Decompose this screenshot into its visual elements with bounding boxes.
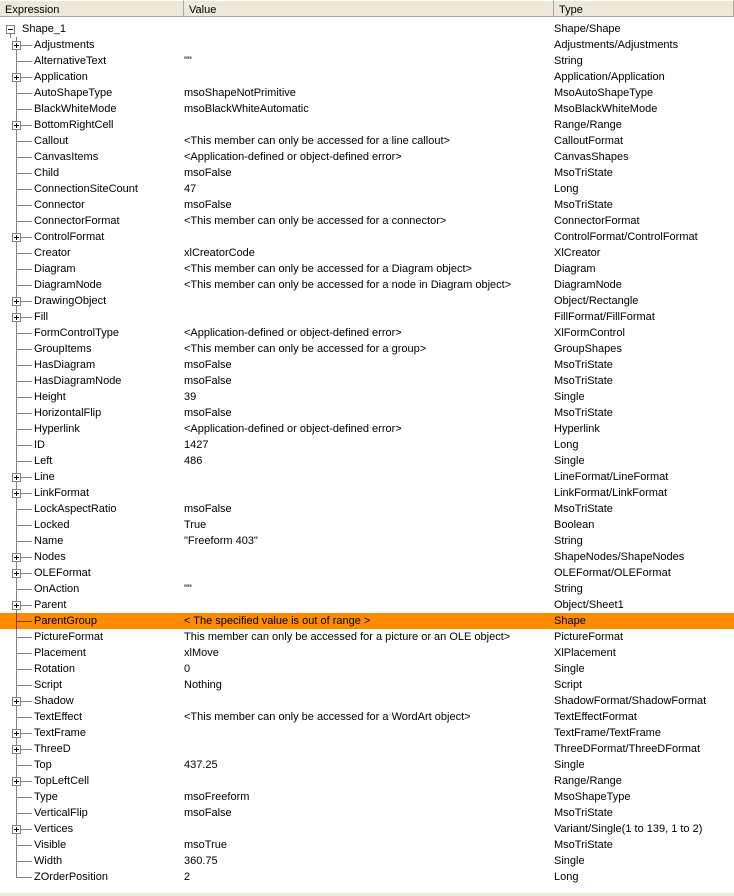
value-cell: <This member can only be accessed for a WordArt object> (184, 711, 471, 723)
expression-cell: TextEffect (34, 711, 83, 723)
value-cell (184, 229, 552, 245)
expression-cell: Locked (34, 519, 70, 531)
value-cell (184, 117, 552, 133)
expand-icon[interactable] (12, 489, 21, 498)
tree-line (16, 541, 32, 542)
value-cell (184, 549, 552, 565)
expression-cell: Creator (34, 247, 71, 259)
value-cell: msoFalse (184, 359, 232, 371)
table-row[interactable] (0, 37, 734, 53)
table-row[interactable] (0, 69, 734, 85)
value-cell: "Freeform 403" (184, 535, 258, 547)
table-row[interactable] (0, 293, 734, 309)
table-row[interactable] (0, 565, 734, 581)
value-cell: msoFalse (184, 167, 232, 179)
tree-line (16, 381, 32, 382)
value-cell: msoFalse (184, 503, 232, 515)
type-cell: FillFormat/FillFormat (554, 311, 655, 323)
expand-icon[interactable] (12, 745, 21, 754)
expression-cell: BottomRightCell (34, 119, 114, 131)
expression-cell: Adjustments (34, 39, 95, 51)
expression-cell: Visible (34, 839, 67, 851)
value-cell: <Application-defined or object-defined error> (184, 423, 402, 435)
expression-cell: ZOrderPosition (34, 871, 108, 883)
expand-icon[interactable] (12, 697, 21, 706)
expand-icon[interactable] (12, 569, 21, 578)
value-cell (184, 469, 552, 485)
table-row[interactable] (0, 597, 734, 613)
type-cell: ShadowFormat/ShadowFormat (554, 695, 707, 707)
type-cell: Long (554, 871, 579, 883)
expression-cell: Diagram (34, 263, 76, 275)
expression-cell: LinkFormat (34, 487, 90, 499)
type-cell: Hyperlink (554, 423, 600, 435)
value-cell (184, 37, 552, 53)
expression-cell: Script (34, 679, 63, 691)
tree-line (16, 365, 32, 366)
expression-cell: ConnectionSiteCount (34, 183, 138, 195)
expand-icon[interactable] (12, 777, 21, 786)
table-row[interactable] (0, 85, 734, 101)
expression-cell: Type (34, 791, 58, 803)
expression-cell: TopLeftCell (34, 775, 90, 787)
column-header (0, 0, 734, 17)
type-cell: MsoTriState (554, 807, 613, 819)
type-cell: Single (554, 759, 585, 771)
tree-line (16, 429, 32, 430)
expression-cell: Placement (34, 647, 86, 659)
tree-line (16, 397, 32, 398)
type-cell: DiagramNode (554, 279, 622, 291)
value-cell (184, 565, 552, 581)
table-row[interactable] (0, 773, 734, 789)
tree-line (16, 509, 32, 510)
expression-cell: LockAspectRatio (34, 503, 117, 515)
tree-line (16, 685, 32, 686)
expression-cell: HasDiagramNode (34, 375, 122, 387)
value-cell: msoShapeNotPrimitive (184, 87, 296, 99)
table-row[interactable] (0, 485, 734, 501)
expression-cell: OLEFormat (34, 567, 91, 579)
value-cell: 2 (184, 871, 191, 883)
table-row[interactable] (0, 261, 734, 277)
expression-cell: ID (34, 439, 45, 451)
value-cell (184, 741, 552, 757)
table-row[interactable] (0, 229, 734, 245)
table-row[interactable] (0, 213, 734, 229)
header-type[interactable]: Type (554, 0, 734, 17)
table-row[interactable] (0, 741, 734, 757)
table-row[interactable] (0, 549, 734, 565)
value-cell: < The specified value is out of range > (184, 615, 371, 627)
table-row[interactable] (0, 821, 734, 837)
expression-cell: Rotation (34, 663, 75, 675)
collapse-icon[interactable] (6, 25, 15, 34)
expand-icon[interactable] (12, 473, 21, 482)
type-cell: String (554, 55, 583, 67)
expression-cell: VerticalFlip (34, 807, 88, 819)
type-cell: Object/Rectangle (554, 295, 639, 307)
value-cell (184, 773, 552, 789)
value-cell (184, 725, 552, 741)
value-cell (184, 597, 552, 613)
type-cell: Object/Sheet1 (554, 599, 624, 611)
type-cell: Application/Application (554, 71, 665, 83)
type-cell: CanvasShapes (554, 151, 629, 163)
type-cell: Single (554, 663, 585, 675)
type-cell: MsoTriState (554, 167, 613, 179)
type-cell: MsoTriState (554, 839, 613, 851)
expression-cell: ControlFormat (34, 231, 105, 243)
expression-cell: BlackWhiteMode (34, 103, 117, 115)
expression-cell: HorizontalFlip (34, 407, 102, 419)
expression-cell: DrawingObject (34, 295, 107, 307)
tree-line (16, 669, 32, 670)
tree-line (16, 253, 32, 254)
tree-line (16, 845, 32, 846)
type-cell: MsoShapeType (554, 791, 631, 803)
tree-line (16, 637, 32, 638)
value-cell: msoFalse (184, 199, 232, 211)
tree-line (16, 173, 32, 174)
expression-cell: OnAction (34, 583, 80, 595)
type-cell: XlCreator (554, 247, 601, 259)
table-row[interactable] (0, 373, 734, 389)
header-expression[interactable]: Expression (0, 0, 184, 17)
type-cell: TextFrame/TextFrame (554, 727, 661, 739)
value-cell: msoFalse (184, 807, 232, 819)
type-cell: XlFormControl (554, 327, 625, 339)
type-cell: ThreeDFormat/ThreeDFormat (554, 743, 701, 755)
type-cell: ControlFormat/ControlFormat (554, 231, 698, 243)
table-row[interactable] (0, 197, 734, 213)
table-row[interactable] (0, 725, 734, 741)
table-row[interactable] (0, 309, 734, 325)
expression-cell: AutoShapeType (34, 87, 113, 99)
value-cell (184, 485, 552, 501)
expression-cell: FormControlType (34, 327, 119, 339)
table-row[interactable] (0, 517, 734, 533)
value-cell: 0 (184, 663, 191, 675)
type-cell: LinkFormat/LinkFormat (554, 487, 668, 499)
tree-line (16, 285, 32, 286)
type-cell: Single (554, 391, 585, 403)
type-cell: Range/Range (554, 775, 622, 787)
tree-line (16, 109, 32, 110)
table-row[interactable] (0, 341, 734, 357)
type-cell: Shape (554, 615, 586, 627)
table-row[interactable] (0, 533, 734, 549)
value-cell: 360.75 (184, 855, 218, 867)
table-row[interactable] (0, 405, 734, 421)
type-cell: Variant/Single(1 to 139, 1 to 2) (554, 823, 703, 835)
table-row[interactable] (0, 245, 734, 261)
root-expression: Shape_1 (22, 23, 67, 35)
value-cell: True (184, 519, 207, 531)
table-row[interactable] (0, 453, 734, 469)
value-cell: msoBlackWhiteAutomatic (184, 103, 309, 115)
table-row[interactable] (0, 469, 734, 485)
table-row[interactable] (0, 837, 734, 853)
expand-icon[interactable] (12, 313, 21, 322)
value-cell (184, 293, 552, 309)
expression-cell: CanvasItems (34, 151, 99, 163)
table-row[interactable] (0, 661, 734, 677)
type-cell: TextEffectFormat (554, 711, 637, 723)
value-cell: <This member can only be accessed for a connector> (184, 215, 447, 227)
tree-line (16, 189, 32, 190)
expression-cell: DiagramNode (34, 279, 102, 291)
table-row[interactable] (0, 709, 734, 725)
table-row[interactable] (0, 789, 734, 805)
tree-line (16, 765, 32, 766)
expression-cell: PictureFormat (34, 631, 104, 643)
table-row[interactable] (0, 805, 734, 821)
table-row[interactable] (0, 677, 734, 693)
expression-cell: Height (34, 391, 66, 403)
root-type: Shape/Shape (554, 23, 621, 35)
table-row[interactable] (0, 325, 734, 341)
tree-line (16, 813, 32, 814)
tree-line (16, 461, 32, 462)
tree-line (16, 445, 32, 446)
expand-icon[interactable] (12, 297, 21, 306)
value-cell: 47 (184, 183, 197, 195)
type-cell: XlPlacement (554, 647, 616, 659)
expand-icon[interactable] (12, 121, 21, 130)
tree-line (16, 221, 32, 222)
tree-line (16, 413, 32, 414)
tree-line (16, 525, 32, 526)
expression-cell: Vertices (34, 823, 74, 835)
expand-icon[interactable] (12, 729, 21, 738)
expand-icon[interactable] (12, 73, 21, 82)
expression-cell: Callout (34, 135, 69, 147)
value-cell: <This member can only be accessed for a line callout> (184, 135, 450, 147)
expression-cell: Application (34, 71, 88, 83)
tree-line (16, 797, 32, 798)
expression-cell: Left (34, 455, 53, 467)
table-row[interactable] (0, 149, 734, 165)
type-cell: MsoBlackWhiteMode (554, 103, 658, 115)
table-row[interactable] (0, 581, 734, 597)
tree-line (16, 269, 32, 270)
value-cell (184, 309, 552, 325)
type-cell: MsoTriState (554, 407, 613, 419)
expand-icon[interactable] (12, 41, 21, 50)
type-cell: PictureFormat (554, 631, 624, 643)
expression-cell: Name (34, 535, 64, 547)
table-row[interactable] (0, 869, 734, 885)
table-row[interactable] (0, 757, 734, 773)
table-row[interactable] (0, 117, 734, 133)
value-cell: "" (184, 55, 192, 67)
tree-line (16, 653, 32, 654)
type-cell: Long (554, 439, 579, 451)
tree-line (16, 349, 32, 350)
value-cell: xlMove (184, 647, 219, 659)
tree-line (16, 717, 32, 718)
type-cell: MsoTriState (554, 199, 613, 211)
type-cell: Boolean (554, 519, 595, 531)
value-cell: 39 (184, 391, 197, 403)
expand-icon[interactable] (12, 601, 21, 610)
value-cell: 437.25 (184, 759, 218, 771)
expression-cell: ConnectorFormat (34, 215, 120, 227)
type-cell: Single (554, 455, 585, 467)
type-cell: LineFormat/LineFormat (554, 471, 669, 483)
value-cell: 1427 (184, 439, 209, 451)
expression-cell: Parent (34, 599, 67, 611)
value-cell: This member can only be accessed for a picture or an OLE object> (184, 631, 511, 643)
value-cell: <This member can only be accessed for a node in Diagram object> (184, 279, 512, 291)
table-row[interactable] (0, 501, 734, 517)
expression-cell: TextFrame (34, 727, 86, 739)
expand-icon[interactable] (12, 825, 21, 834)
type-cell: String (554, 583, 583, 595)
table-row[interactable] (0, 613, 734, 629)
type-cell: Single (554, 855, 585, 867)
type-cell: ConnectorFormat (554, 215, 640, 227)
table-row[interactable] (0, 101, 734, 117)
table-row[interactable] (0, 277, 734, 293)
expression-cell: Fill (34, 311, 49, 323)
expression-cell: AlternativeText (34, 55, 107, 67)
expression-cell: Top (34, 759, 52, 771)
table-row[interactable] (0, 165, 734, 181)
type-cell: Range/Range (554, 119, 622, 131)
value-cell (184, 69, 552, 85)
table-row[interactable] (0, 421, 734, 437)
type-cell: ShapeNodes/ShapeNodes (554, 551, 685, 563)
type-cell: MsoTriState (554, 503, 613, 515)
type-cell: Long (554, 183, 579, 195)
expression-cell: Width (34, 855, 63, 867)
expression-cell: Line (34, 471, 55, 483)
watch-tree (0, 21, 734, 885)
table-row[interactable] (0, 53, 734, 69)
tree-line (16, 61, 32, 62)
expression-cell: HasDiagram (34, 359, 96, 371)
value-cell: msoFalse (184, 407, 232, 419)
expression-cell: Connector (34, 199, 85, 211)
value-cell: <This member can only be accessed for a group> (184, 343, 427, 355)
tree-root-row[interactable] (0, 21, 734, 37)
expression-cell: Shadow (34, 695, 74, 707)
value-cell: <Application-defined or object-defined error> (184, 327, 402, 339)
type-cell: Diagram (554, 263, 596, 275)
tree-line (16, 861, 32, 862)
type-cell: Adjustments/Adjustments (554, 39, 679, 51)
value-cell: msoFreeform (184, 791, 250, 803)
type-cell: OLEFormat/OLEFormat (554, 567, 671, 579)
type-cell: MsoAutoShapeType (554, 87, 654, 99)
tree-line (16, 141, 32, 142)
expression-cell: ThreeD (34, 743, 71, 755)
type-cell: MsoTriState (554, 359, 613, 371)
value-cell: xlCreatorCode (184, 247, 255, 259)
table-row[interactable] (0, 389, 734, 405)
tree-line (16, 157, 32, 158)
expand-icon[interactable] (12, 553, 21, 562)
table-row[interactable] (0, 853, 734, 869)
type-cell: Script (554, 679, 583, 691)
type-cell: GroupShapes (554, 343, 622, 355)
table-row[interactable] (0, 629, 734, 645)
value-cell: Nothing (184, 679, 222, 691)
value-cell: msoTrue (184, 839, 227, 851)
type-cell: MsoTriState (554, 375, 613, 387)
table-row[interactable] (0, 437, 734, 453)
table-row[interactable] (0, 645, 734, 661)
root-value (184, 21, 552, 37)
expression-cell: Nodes (34, 551, 66, 563)
value-cell: 486 (184, 455, 203, 467)
expression-cell: GroupItems (34, 343, 92, 355)
value-cell: <Application-defined or object-defined error> (184, 151, 402, 163)
tree-line (16, 205, 32, 206)
value-cell: <This member can only be accessed for a Diagram object> (184, 263, 472, 275)
tree-line (16, 877, 32, 878)
tree-line (16, 589, 32, 590)
type-cell: CalloutFormat (554, 135, 624, 147)
value-cell: "" (184, 583, 192, 595)
table-row[interactable] (0, 693, 734, 709)
expression-cell: Child (34, 167, 60, 179)
value-cell: msoFalse (184, 375, 232, 387)
type-cell: String (554, 535, 583, 547)
value-cell (184, 693, 552, 709)
tree-line (16, 333, 32, 334)
expression-cell: ParentGroup (34, 615, 97, 627)
table-row[interactable] (0, 181, 734, 197)
header-value[interactable]: Value (184, 0, 554, 17)
tree-line (16, 93, 32, 94)
expand-icon[interactable] (12, 233, 21, 242)
table-row[interactable] (0, 133, 734, 149)
value-cell (184, 821, 552, 837)
table-row[interactable] (0, 357, 734, 373)
tree-line (16, 621, 32, 622)
expression-cell: Hyperlink (34, 423, 80, 435)
tree-line (16, 869, 17, 877)
